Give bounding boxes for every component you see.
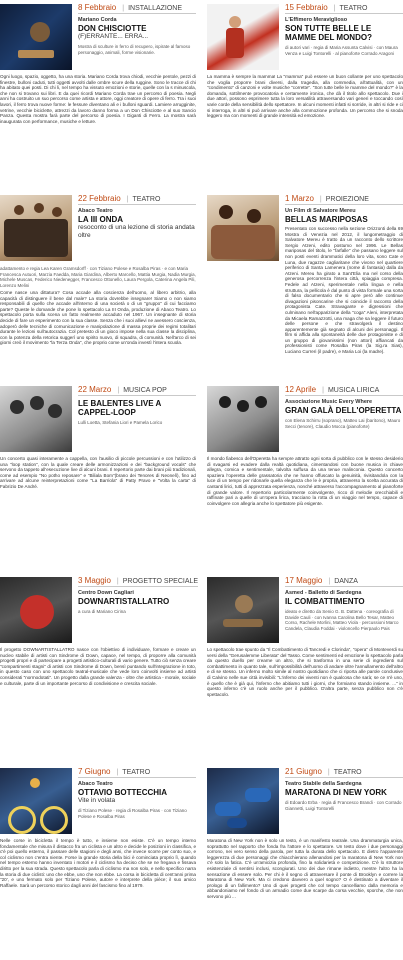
- event-company: Un Film di Salvatore Mereu: [285, 208, 356, 214]
- event-date: 8 Febbraio: [78, 3, 117, 12]
- event-credits: con Elena Schirru (soprano), Matteo Lai (baritono), Mauro Secci (tenore), Claudio Mocca (pianoforte): [285, 418, 401, 429]
- event-category: TEATRO: [339, 5, 368, 12]
- event-credits: Mostra di sculture in ferro di recupero, ispirate al famoso personaggio, animali, forme visionarie.: [78, 44, 191, 55]
- event-description: Nelle corse in bicicletta il tempo è tutto, e insieme non esiste. C'è un tempo interno fondamentale che misura il distacco fra un ciclista e un altro e decide le posizioni in classifica, e c'è poi quello esterno, il passare delle stagioni e degli anni, che invece scorre per conto suo, e col ciclismo non c'entra niente. Forse la grande storia della bici è cominciata proprio lì, quando nel tempo esterno hanno inventato i motori e il ciclismo ha deciso che se ne fregava e fissava diritto per la sua strada. Questo spettacolo parla di ciclismo ma non solo, e nello specifico narra la storia di due ciclisti: uno che ebbe, uno che non ebbe. La corsa in bicicletta di cent'anni prima "20', e uno fermato solo per Tiziano Polese, autore e interprete della pièce; il suo amico Raffaele. Sarà un percorso storico dagli anni del fascismo fino al 1979.: [0, 838, 196, 888]
- event-company: Teatro Stabile della Sardegna: [285, 781, 362, 787]
- event-date: 22 Febbraio: [78, 194, 121, 203]
- event-company: Asmed - Balletto di Sardegna: [285, 590, 362, 596]
- event-category: PROIEZIONE: [325, 196, 369, 203]
- event-credits: Lulli Loetta, Stefania Liori e Pamela Lorico: [78, 420, 163, 425]
- event-category: MUSICA LIRICA: [327, 387, 380, 394]
- event-title: DOWNARTISTALLATRO: [78, 597, 170, 606]
- event-company: Abaco Teatro: [78, 208, 113, 214]
- event-credits: ideato e diretto da Senio G. B. Dattena · coreografia di Davide Cauli · con Ivanna Carolina Bello Tesar, Matteo Corso, Rachele Morlini, Matteo Viola · percussioni Marco Candela, Claudia Foddai · violoncello Pierpaolo Pais: [285, 609, 399, 631]
- event-title: MARATONA DI NEW YORK: [285, 788, 387, 797]
- event-credits: di Tiziano Polese · regia di Rosalba Piras · con Tiziano Polese e Rosalba Piras: [78, 808, 187, 819]
- event-company: Associazione Music Every Where: [285, 399, 373, 405]
- event-category: DANZA: [334, 578, 358, 585]
- event-dateline: 1 Marzo | PROIEZIONE: [285, 193, 403, 205]
- event-title: BELLAS MARIPOSAS: [285, 215, 368, 224]
- event-photo: [0, 768, 72, 834]
- event-dateline: 7 Giugno | TEATRO: [78, 766, 196, 778]
- event-photo: [0, 195, 72, 261]
- event-card: [207, 2, 403, 193]
- event-dateline: 22 Marzo | MUSICA POP: [78, 384, 196, 396]
- event-description: Il mondo fiabesco dell'Operetta ha sempre attratto ogni sorta di pubblico con le stesso desiderio di svagarsi ed evadere dalla realtà quotidiana, cimentandosi con buone musica in chiave allegra, comica e sentimentale, talvolta suffusa da una tenue malinconia. Questo concerto spaziera l'operetta delle grassatoria che ne hanno offuscato la genuinità, rivisitandola con la luce di un tempo per ridonarle quella eleganza che le è propria, attraverso la scelta accurata di cantanti lirici, tutti di apprezzata esperienza, nonché attraverso l'accompagnamento al pianoforte di grande valore. Il repertorio particolarmente coinvolgente, ricco di melodie orecchiabili e raffinate pari a quelle di un'opera lirica, tracciano la rotta di un viaggio nel tempo, capace di coinvolgere con allegria anche lo spettatore più esigente.: [207, 456, 403, 506]
- event-date: 1 Marzo: [285, 194, 314, 203]
- event-card: [207, 575, 403, 766]
- event-card: [0, 766, 196, 957]
- event-date: 17 Maggio: [285, 576, 323, 585]
- event-category: MUSICA POP: [123, 387, 167, 394]
- event-company: Abaco Teatro: [78, 781, 113, 787]
- event-credits: di autori vari · regia di Maria Assunta Calvisi · con Maura Venza e Luigi Tontorelli · al pianoforte Corrado Aragoni: [285, 45, 398, 56]
- event-description: Lo spettacolo trae spunto da "Il Combattimento di Tancredi e Clorinda", "opera" di Monteverdi su versi della "Gerusalemme Liberata" del Tasso. Come sentimenti ed emozione lo spettacolo parla da questo duello per crearne un altro, che si trasforma in una serie di ingredienti sul combattimento in quanto tale, sull'impossibilità dell'uomo di andare oltre l'annullamento dell'altro e di se stesso. Un inferno molto simile al nostro quotidiano che ci riporta alle parole conclusive di Calvino nelle sue città invisibili: "L'inferno dei viventi non è qualcosa che sarà; se ce n'è uno, è quello che è già qui, l'inferno che abitiamo tutti i giorni, che formiamo stando insieme. ..." in questo inferno c'è un ruolo anche per il pubblico. D'altra parte, senza pubblico non c'è spettacolo.: [207, 647, 403, 697]
- event-subtitle: Vite in volata: [78, 797, 116, 804]
- event-date: 21 Giugno: [285, 767, 322, 776]
- event-photo: [207, 768, 279, 834]
- event-photo: [0, 386, 72, 452]
- event-card: [0, 193, 196, 384]
- event-description: Come nasce una dittatura? Cosa accade alla coscienza dell'uomo, al libero arbitrio, alla capacità di distinguere il bene dal male? La storia dovrebbe insegnare! Siamo o non siamo responsabili di quello che accade all'interno di una società o di un "gruppo" di cui facciamo parte? Queste le domande che pone lo spettacolo La III Onda, produzione di Abaco Teatro. Lo spettacolo porta sulla scena un fatto realmente accaduto nel 1967. Un insegnante di storia decide di fare un esperimento con la sua classe. Senza che i suoi allievi ne avessero coscienza, adoperò delle tecniche di comunicazione e manipolazione di massa proprie dei regimi totalitari durante le lezioni sull'autocrazia. Col pretesto di un gioco impose nella sua classe la disciplina, con la potenza della retorica suggerì uno spirito nuovo, di squadra, di comunità. Nell'arco di sei giorni creò il movimento "la Terza Onda", che proprio come un'onda investì l'intera scuola.: [0, 290, 196, 346]
- event-subtitle: (F)ERRANTE... ERRA...: [78, 33, 149, 40]
- event-company: Mariano Corda: [78, 17, 117, 23]
- event-date: 12 Aprile: [285, 385, 317, 394]
- event-date: 22 Marzo: [78, 385, 112, 394]
- event-company: Centro Down Cagliari: [78, 590, 134, 596]
- event-dateline: 8 Febbraio | INSTALLAZIONE: [78, 2, 196, 14]
- event-title: GRAN GALÀ DELL'OPERETTA: [285, 406, 402, 415]
- event-card: [0, 384, 196, 575]
- event-category: TEATRO: [132, 196, 161, 203]
- event-subtitle: resoconto di una lezione di storia andata oltre: [78, 224, 195, 239]
- event-photo: [207, 386, 279, 452]
- event-dateline: 17 Maggio | DANZA: [285, 575, 403, 587]
- event-category: PROGETTO SPECIALE: [122, 578, 199, 585]
- event-title: OTTAVIO BOTTECCHIA: [78, 788, 168, 797]
- event-photo: [0, 577, 72, 643]
- event-photo: [207, 4, 279, 70]
- event-description: Maratona di New York non è solo un testo, è un manifesto teatrale. Una drammaturgia unica, soprattutto nel rapporto che fonda fra l'attore e lo spettatore. Un testo dove i due personaggi corrono, nei vero senso della parola, per tutta la durata dello spettacolo. E dietro l'apparente leggerezza di due personaggi che chiacchierano allenandosi per la maratona di New York non c'è solo la fatica. C'è un'amicizia profonda, fino la solidarietà e competizione. C'è lo struttore esistenziale di sentirsi inclusi, scongiurati. Uno dei due rimane indietro, mentre l'altro ha la sensazione di essere solo. Per chi è il segno di attraversare il ponte di Brooklyn e correre la Maratona di New York. Ma ci credono davvero a quel sogno? O è destinato a diventare il prologo di un fallimento? Uno di quei progetti che col tempo cancelliamo dalla memoria e abbandoniamo nel fondo di un armadio come due scarpe da corsa vecchie, sporche, che non servono più ...: [207, 838, 403, 899]
- event-photo: [207, 195, 279, 261]
- event-dateline: 3 Maggio | PROGETTO SPECIALE: [78, 576, 199, 585]
- event-category: TEATRO: [122, 769, 151, 776]
- event-company: L'Effimero Meraviglioso: [285, 17, 348, 23]
- event-dateline: 12 Aprile | MUSICA LIRICA: [285, 384, 403, 396]
- event-title: LA III ONDA: [78, 215, 124, 224]
- event-description: Il progetto DOWNARTISTALLATRO nasce con l'obiettivo di individuare, formare e creare un nucleo stabile di artisti con Sindrome di Down, capace, nel tempo, di proporre alla comunità progetti propri e di partecipare a progetti artistico-culturali di vario genere. Tutto ciò senza creare "compartimenti stagni" di artisti con Sindrome di Down, bensì puntando sull'integrazione in toto, in questo caso con uno spettacolo teatral-musicale che vede loro coinvolti insieme ad artisti considerati "normodotati". Un progetto dalla grande valenza - oltre che artistica - morale, sociale e culturale, parte di un importante percorso di condivisione e crescita sociale.: [0, 647, 196, 686]
- event-card: [207, 766, 403, 957]
- event-credits: adattamento e regia Lea Karen Gramsdorff · con Tiziano Polese e Rosalba Piras · e con Maria Francesca Autuori, Marzia Faedda, Maria Giardina, Alberto Marcello, Mattia Murgia, Nadia Murgia, Michele Muscas, Federico Niedenegger, Francesco Ottonello, Laura Pergola, Caterina Angela Pili, Lorenzo Melini: [0, 266, 196, 288]
- event-category: TEATRO: [333, 769, 362, 776]
- event-date: 7 Giugno: [78, 767, 111, 776]
- event-description: Ogni luogo, spazio, oggetto, ha una storia. Mariano Corda trova chiodi, vecchie pentole, pezzi di finestre, bulloni caduti, tutti oggetti avvolti dalle ombre scure della ruggine. Sono le tracce di chi ha abitato quei posti. Di chi li, nel tempo ha vissuto emozioni e storie, quelle con la s minuscola, che non si trovano sui libri. E da quei ricordi Mariano Corda trae un percorso di poesia. Negli anni ha costruito un suo percorso come artista e attore, oggi creatore di opere di ferro. Tra i suoi lavori, il ferro trova nuove forme: le fessure diventano ali e i bulloni sguardi. Lamiere arrugginite, vetrine, vecchie biciclette, attrezzi da lavoro danno forma a un Don Chisciotte e al suo Sancio Panza. Questa mostra farà parte del percorso di poesia. I Giganti di Ferro. La mostra sarà inaugurata con performance, musiche e letture.: [0, 74, 196, 124]
- event-title: DON CHISCIOTTE: [78, 24, 147, 33]
- event-photo: [207, 577, 279, 643]
- event-description: La mamma è sempre la mamma! La "mamma" può essere un buon collante per uno spettacolo che voglia proporre brani diversi, dalla tragedia, alla commedia, all'attualità, con un "condimento" di canzoni e volte musiche "corrette". "Son tutte belle le mamme del mondo?" è la domanda, sottilmente provocatoria e certamente ironica, che dà il titolo allo spettacolo. Due i due attori, possono esprimere tutta la loro versatilità attraversando vari generi e toccando così varie corde della sensibilità dello spettatore. In alcuni momenti infatti si sorride, in altri si ride e ci si interroga, in altri si può arrivare anche alla commozione profonda. Un percorso che si snoda leggero ma con momenti di grande intensità ed emozione.: [207, 74, 403, 119]
- event-category: INSTALLAZIONE: [128, 5, 183, 12]
- event-card: [207, 384, 403, 575]
- event-card: [207, 193, 403, 384]
- event-date: 15 Febbraio: [285, 3, 328, 12]
- event-title: IL COMBATTIMENTO: [285, 597, 365, 606]
- event-title: SON TUTTE BELLE LE MAMME DEL MONDO?: [285, 24, 372, 42]
- event-title: LE BALENTES LIVE A CAPPEL-LOOP: [78, 399, 161, 417]
- event-dateline: 22 Febbraio | TEATRO: [78, 193, 196, 205]
- event-description: Un concerto quasi interamente a cappella, con l'ausilio di piccole percussioni e con l'utilizzo di una "loop station", con la quale creare delle armonizzazioni e dei "background vocals" che servono da tappeto all'esecuzione live di alcuni brani. Il repertorio parte dai brani più tradizionali, come ad esempio "No potho reposare" e "Biliala Bom"(brano dei Tenores di Neonelì), fino ad arrivare ad alcune reinterpretazioni come "La Barriola" di Patty Pravo e "Volta la carta" di Fabrizio De André.: [0, 456, 196, 489]
- event-photo: [0, 4, 72, 70]
- event-dateline: 15 Febbraio | TEATRO: [285, 2, 403, 14]
- event-date: 3 Maggio: [78, 576, 111, 585]
- event-card: [0, 2, 196, 193]
- event-credits: di Edoardo Erba · regia di Francesco Brandi · con Corrado Giannetti, Luigi Tontorelli: [285, 800, 402, 811]
- event-description: Presentato con successo nella sezione Orizzonti della 69 Mostra di Venezia nel 2012, il lungometraggio di Salvatore Mereu è tratto da un racconto dello scrittore Sergio Atzeni, edito postumo nel 1996. Le Bellas mariposas del titolo, le "farfalle" che passano leggere sul non posti eventi drammatici della loro vita, sono Cate e Luna, due ragazze cagliaritane che vivono nel quartiere periferico di Santa Lamenera (nome di fantasia) dalla da Atzeni. Mereu ha girato a Sant'Elia ma nel corso della generosa percorrenza l'intera città, spiaggia compresa. Fedele ad Atzeni, sperimentale nella lingua e nella struttura, la pellicola è dal punto di vista formale una sorta di falso documentario che si apre però alle continue divagazioni pisoncarine che si coincide il racconto della protagonista Cate. Stravagante e digressioni che culminano nell'apparizione della "coga" Aleni, interpretata da Micaela Ramazzotti, una maga che sa leggere il futuro delle persone e che stravolgerà il destino apparentemente già segnato di alcuni dei personaggi. Il film si affida alla spontaneità delle due protagoniste e di un gruppo di giovanissimi (non attori) affiancati da professionisti come Rosalba Piras (la Sig.ra Sias), Luciano Curreri (il padre), e Maria Loi (la madre).: [285, 226, 403, 355]
- event-card: [0, 575, 199, 766]
- event-credits: a cura di Mariano Cirina: [78, 609, 126, 614]
- event-dateline: 21 Giugno | TEATRO: [285, 766, 403, 778]
